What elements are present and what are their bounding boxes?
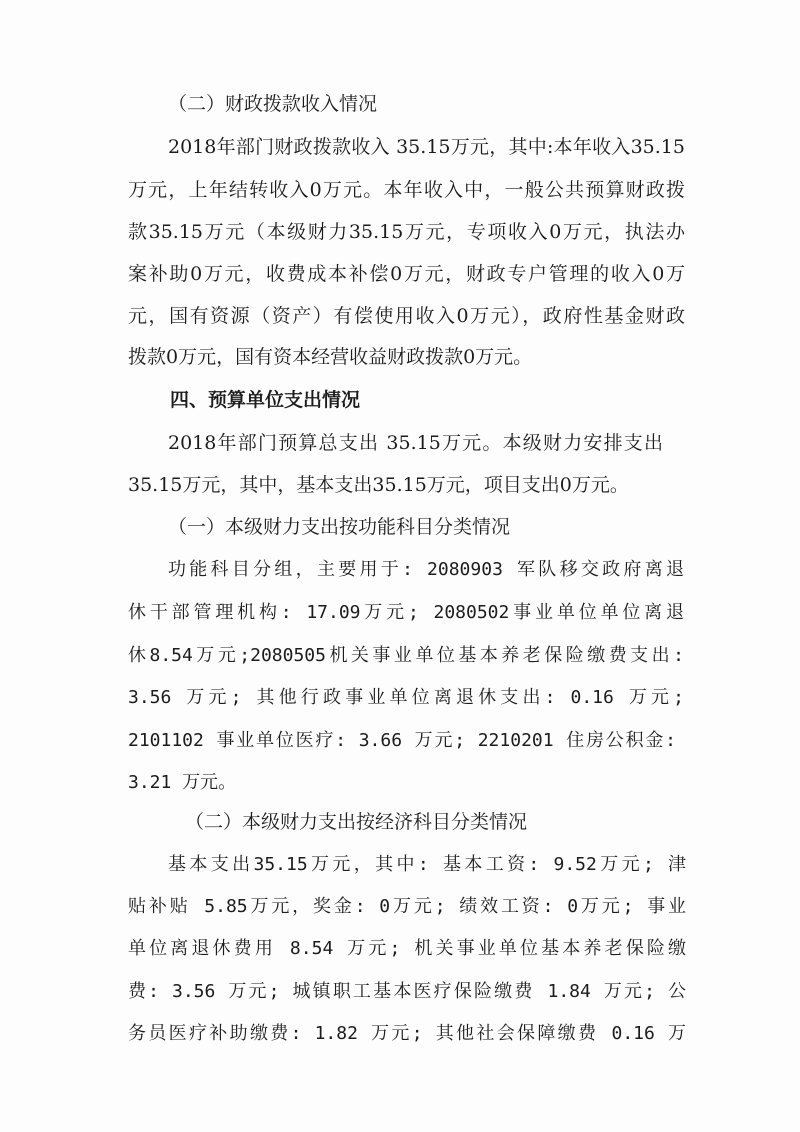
paragraph-line: 费: 3.56 万元; 城镇职工基本医疗保险缴费 1.84 万元; 公 — [128, 981, 686, 1002]
paragraph-line: 元，国有资源（资产）有偿使用收入0万元），政府性基金财政 — [128, 305, 685, 327]
paragraph-line: 休8.54万元;2080505机关事业单位基本养老保险缴费支出: — [128, 645, 684, 666]
section-heading-economic-classification: （二）本级财力支出按经济科目分类情况 — [185, 811, 528, 833]
paragraph-line: 35.15万元，其中，基本支出35.15万元，项目支出0万元。 — [128, 474, 629, 496]
paragraph-line: 贴补贴 5.85万元，奖金: 0万元; 绩效工资: 0万元; 事业 — [128, 896, 686, 917]
paragraph-line: 万元，上年结转收入0万元。本年收入中，一般公共预算财政拨 — [128, 179, 685, 201]
paragraph-line: 休干部管理机构: 17.09万元; 2080502事业单位单位离退 — [128, 602, 684, 623]
paragraph-line: 款35.15万元（本级财力35.15万元，专项收入0万元，执法办 — [128, 221, 685, 243]
paragraph-line: 功能科目分组，主要用于: 2080903 军队移交政府离退 — [168, 559, 684, 580]
section-heading-functional-classification: （一）本级财力支出按功能科目分类情况 — [168, 516, 511, 538]
section-heading-budget-expenditure: 四、预算单位支出情况 — [170, 389, 361, 411]
paragraph-line: 单位离退休费用 8.54 万元; 机关事业单位基本养老保险缴 — [128, 938, 686, 959]
paragraph-line: 3.56 万元; 其他行政事业单位离退休支出: 0.16 万元; — [128, 687, 684, 708]
paragraph-line: 3.21 万元。 — [128, 772, 237, 793]
paragraph-line: 2101102 事业单位医疗: 3.66 万元; 2210201 住房公积金: — [128, 730, 676, 751]
paragraph-line: 拨款0万元，国有资本经营收益财政拨款0万元。 — [128, 346, 533, 368]
paragraph-line: 基本支出35.15万元，其中: 基本工资: 9.52万元; 津 — [168, 854, 686, 875]
paragraph-line: 案补助0万元，收费成本补偿0万元，财政专户管理的收入0万 — [128, 263, 685, 285]
section-heading-fiscal-appropriation-income: （二）财政拨款收入情况 — [168, 93, 378, 115]
paragraph-line: 2018年部门预算总支出 35.15万元。本级财力安排支出 — [168, 432, 663, 454]
paragraph-line: 务员医疗补助缴费: 1.82 万元; 其他社会保障缴费 0.16 万 — [128, 1023, 686, 1044]
paragraph-line: 2018年部门财政拨款收入 35.15万元，其中:本年收入35.15 — [168, 136, 685, 158]
